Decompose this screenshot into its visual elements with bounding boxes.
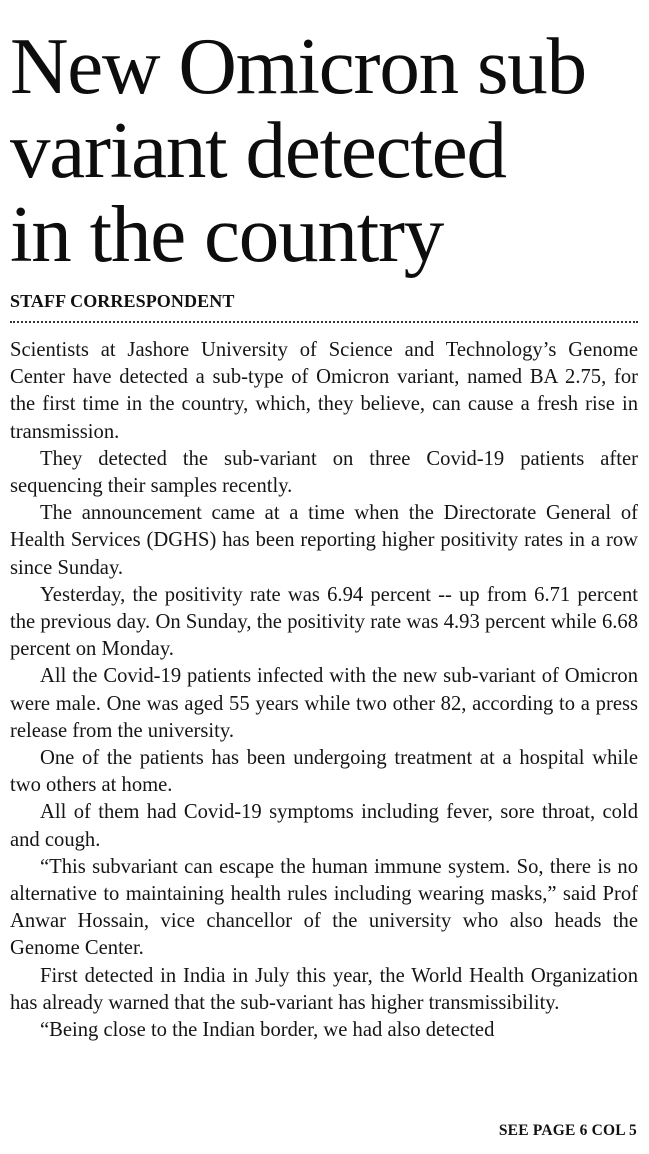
paragraph: “This subvariant can escape the human immune system. So, there is no alternative to maintaining health rules including wearing masks,” said Prof Anwar Hossain, vice chancellor of the university who also heads the Genome Center. — [10, 855, 638, 960]
dotted-divider — [10, 321, 638, 323]
byline: STAFF CORRESPONDENT — [10, 291, 235, 311]
paragraph: First detected in India in July this year, the World Health Organization has already warned that the sub-variant has higher transmissibility. — [10, 964, 638, 1014]
paragraph: Scientists at Jashore University of Science and Technology’s Genome Center have detected a sub-type of Omicron variant, named BA 2.75, for the first time in the country, which, they believe, can cause a fresh rise in transmission. — [10, 339, 638, 443]
paragraph: All of them had Covid-19 symptoms including fever, sore throat, cold and cough. — [10, 801, 638, 851]
paragraph: All the Covid-19 patients infected with the new sub-variant of Omicron were male. One was aged 55 years while two other 82, according to a press release from the university. — [10, 665, 638, 742]
news-article-clipping — [10, 0, 638, 1044]
paragraph: Yesterday, the positivity rate was 6.94 percent -- up from 6.71 percent the previous day. On Sunday, the positivity rate was 4.93 percent while 6.68 percent on Monday. — [10, 583, 638, 661]
paragraph: They detected the sub-variant on three Covid-19 patients after sequencing their samples recently. — [10, 447, 638, 498]
continuation-jump-line: SEE PAGE 6 COL 5 — [498, 1122, 637, 1139]
paragraph: The announcement came at a time when the Directorate General of Health Services (DGHS) has been reporting higher positivity rates in a row since Sunday. — [10, 502, 638, 579]
paragraph-continued: “Being close to the Indian border, we had also detected — [40, 1019, 495, 1042]
headline: New Omicron sub variant detected in the country — [10, 21, 586, 279]
paragraph: One of the patients has been undergoing treatment at a hospital while two others at home. — [10, 747, 638, 797]
article-body — [10, 337, 638, 1044]
